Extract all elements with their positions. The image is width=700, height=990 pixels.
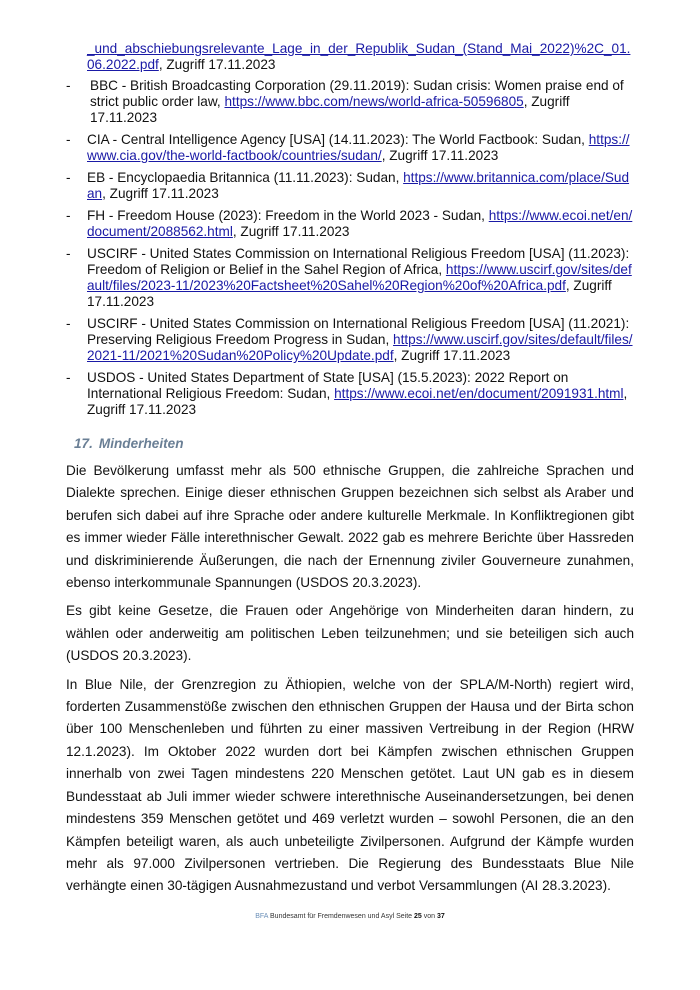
- reference-entry: [87, 78, 634, 126]
- reference-item: [66, 316, 634, 364]
- document-page: [66, 0, 634, 898]
- reference-entry: [87, 170, 629, 201]
- reference-text: USDOS - United States Department of State [USA] (15.5.2023): 2022 Report on International Religious Freedom: Sudan,: [87, 370, 569, 401]
- reference-text: EB - Encyclopaedia Britannica (11.11.2023): Sudan,: [87, 170, 404, 185]
- access-date: , Zugriff 17.11.2023: [87, 278, 612, 309]
- page-number: 25: [413, 912, 422, 920]
- footer-of: von: [421, 912, 437, 920]
- reference-entry: [87, 208, 632, 239]
- access-date: , Zugriff 17.11.2023: [102, 186, 219, 201]
- access-date: , Zugriff 17.11.2023: [90, 94, 570, 125]
- bullet-dash: -: [66, 208, 71, 223]
- bullet-dash: -: [66, 78, 71, 93]
- reference-link[interactable]: https://www.ecoi.net/en/document/2091931.html: [334, 386, 624, 401]
- bullet-dash: -: [66, 246, 71, 261]
- reference-link[interactable]: https://www.uscirf.gov/sites/default/files/2021-11/2021%20Sudan%20Policy%20Update.pdf: [87, 332, 633, 363]
- section-heading: [74, 436, 634, 452]
- reference-entry: [87, 370, 627, 417]
- reference-item: [66, 132, 634, 164]
- access-date: , Zugriff 17.11.2023: [381, 148, 499, 163]
- page-footer: [0, 912, 700, 942]
- bullet-dash: -: [66, 316, 71, 331]
- paragraph: Die Bevölkerung umfasst mehr als 500 ethnische Gruppen, die zahlreiche Sprachen und Dialekte sprechen. Einige dieser ethnischen Gruppen bezeichnen sich selbst als Araber und berufen sich dabei auf ihre Sprache oder andere kulturelle Merkmale. In Konfliktregionen gibt es immer wieder Fälle interethnischer Gewalt. 2022 gab es mehrere Berichte über Hassreden und diskriminierende Äußerungen, die nach der Ernennung ziviler Gouverneure zunahmen, ebenso interkommunale Spannungen (USDOS 20.3.2023).: [66, 463, 634, 591]
- paragraph: Es gibt keine Gesetze, die Frauen oder Angehörige von Minderheiten daran hindern, zu wählen oder anderweitig am politischen Leben teilzunehmen; und sie beteiligen sich auch (USDOS 20.3.2023).: [66, 603, 634, 664]
- reference-link[interactable]: https://www.ecoi.net/en/document/2088562.html: [87, 208, 633, 239]
- reference-text: CIA - Central Intelligence Agency [USA] (14.11.2023): The World Factbook: Sudan,: [87, 132, 589, 147]
- page-total: 37: [436, 912, 445, 920]
- reference-item: [66, 78, 634, 126]
- reference-link[interactable]: https://www.bbc.com/news/world-africa-50596805: [224, 94, 524, 109]
- reference-continuation: [87, 41, 634, 73]
- access-date: , Zugriff 17.11.2023: [87, 386, 628, 417]
- reference-link[interactable]: _und_abschiebungsrelevante_Lage_in_der_Republik_Sudan_(Stand_Mai_2022)%2C_01.06.2022.pdf: [87, 41, 631, 72]
- reference-link[interactable]: https://www.uscirf.gov/sites/default/files/2023-11/2023%20Factsheet%20Sahel%20Region%20of%20Africa.pdf: [87, 262, 632, 293]
- reference-entry: [87, 132, 630, 163]
- footer-org: Bundesamt für Fremdenwesen und Asyl Seite: [268, 912, 414, 920]
- reference-link[interactable]: https://www.britannica.com/place/Sudan: [87, 170, 630, 201]
- section-number: 17.: [74, 436, 93, 451]
- reference-item: [66, 370, 634, 418]
- access-date: , Zugriff 17.11.2023: [158, 57, 276, 72]
- paragraph: In Blue Nile, der Grenzregion zu Äthiopien, welche von der SPLA/M-North) regiert wird, forderten Zusammenstöße zwischen den ethnischen Gruppen der Hausa und der Birta schon über 100 Menschenleben und führten zu einer massiven Vertreibung in der Region (HRW 12.1.2023). Im Oktober 2022 wurden dort bei Kämpfen zwischen ethnischen Gruppen innerhalb von zwei Tagen mindestens 220 Menschen getötet. Laut UN gab es in diesem Bundesstaat ab Juli immer wieder schwere interethnische Auseinandersetzungen, bei denen mindestens 359 Menschen getötet und 469 verletzt wurden – sowohl Personen, die an den Kämpfen beteiligt waren, als auch unbeteiligte Zivilpersonen. Aufgrund der Kämpfe wurden mehr als 97.000 Zivilpersonen vertrieben. Die Regierung des Bundesstaats Blue Nile verhängte einen 30-tägigen Ausnahmezustand und verbot Versammlungen (AI 28.3.2023).: [66, 676, 634, 894]
- access-date: , Zugriff 17.11.2023: [393, 348, 511, 363]
- footer-logo-text: BFA: [255, 912, 269, 920]
- reference-text: USCIRF - United States Commission on International Religious Freedom [USA] (11.2023): Freedom of Religion or Belief in the Sahel Region of Africa,: [87, 246, 630, 277]
- reference-item: [66, 170, 634, 202]
- bullet-dash: -: [66, 170, 71, 185]
- section-title: Minderheiten: [98, 436, 184, 451]
- access-date: , Zugriff 17.11.2023: [232, 224, 350, 239]
- reference-entry: [87, 246, 632, 309]
- reference-item: [66, 208, 634, 240]
- bullet-dash: -: [66, 132, 71, 147]
- reference-list: [66, 78, 634, 418]
- reference-text: FH - Freedom House (2023): Freedom in the World 2023 - Sudan,: [87, 208, 489, 223]
- reference-item: [66, 246, 634, 310]
- bullet-dash: -: [66, 370, 71, 385]
- reference-entry: [87, 316, 633, 363]
- reference-text: BBC - British Broadcasting Corporation (29.11.2019): Sudan crisis: Women praise end of strict public order law,: [90, 78, 624, 109]
- reference-text: USCIRF - United States Commission on International Religious Freedom [USA] (11.2021): Preserving Religious Freedom Progress in Sudan,: [87, 316, 630, 347]
- reference-link[interactable]: https://www.cia.gov/the-world-factbook/countries/sudan/: [87, 132, 630, 163]
